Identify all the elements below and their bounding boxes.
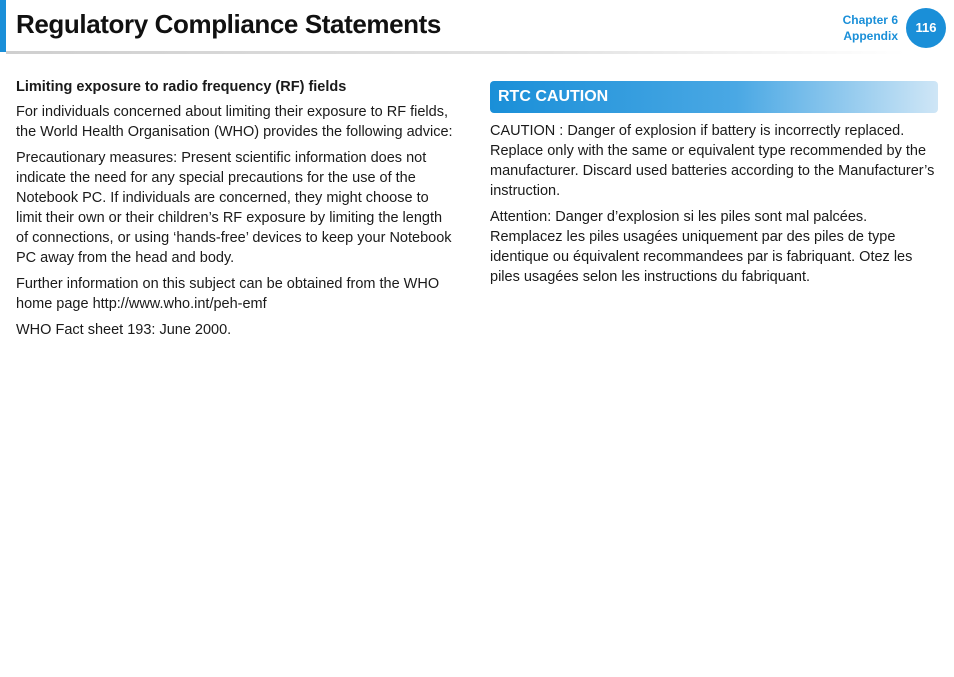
chapter-label	[843, 12, 898, 44]
paragraph: Precautionary measures: Present scientific information does not indicate the need for any special precautions for the use of the Notebook PC. If individuals are concerned, they might choose to limit their own or their children’s RF exposure by limiting the length of connections, or using ‘hands-free’ devices to keep your Notebook PC away from the head and body.	[16, 150, 452, 266]
page-title: Regulatory Compliance Statements	[16, 9, 441, 39]
chapter-number: Chapter 6	[842, 13, 898, 27]
page-number-badge: 116	[906, 8, 946, 48]
header-accent-bar	[0, 0, 6, 52]
left-column	[16, 79, 456, 346]
paragraph: For individuals concerned about limiting their exposure to RF fields, the World Health Organisation (WHO) provides the following advice:	[16, 104, 453, 140]
paragraph: Attention: Danger d’explosion si les piles sont mal palcées. Remplacez les piles usagées uniquement par des piles de type identique ou équivalent recommandees par is fabriquant. Otez les piles usagées selon les instructions du fabriquant.	[490, 209, 913, 285]
section-heading-rf: Limiting exposure to radio frequency (RF) fields	[16, 79, 347, 95]
chapter-section: Appendix	[843, 29, 898, 43]
right-column	[490, 81, 938, 293]
rtc-caution-banner: RTC CAUTION	[490, 81, 938, 113]
header-divider	[6, 51, 906, 54]
paragraph: CAUTION : Danger of explosion if battery is incorrectly replaced. Replace only with the same or equivalent type recommended by the manufacturer. Discard used batteries according to the Manufacturer’s instruction.	[490, 123, 935, 199]
paragraph: WHO Fact sheet 193: June 2000.	[16, 322, 232, 338]
paragraph: Further information on this subject can be obtained from the WHO home page http://www.who.int/peh-emf	[16, 276, 440, 312]
